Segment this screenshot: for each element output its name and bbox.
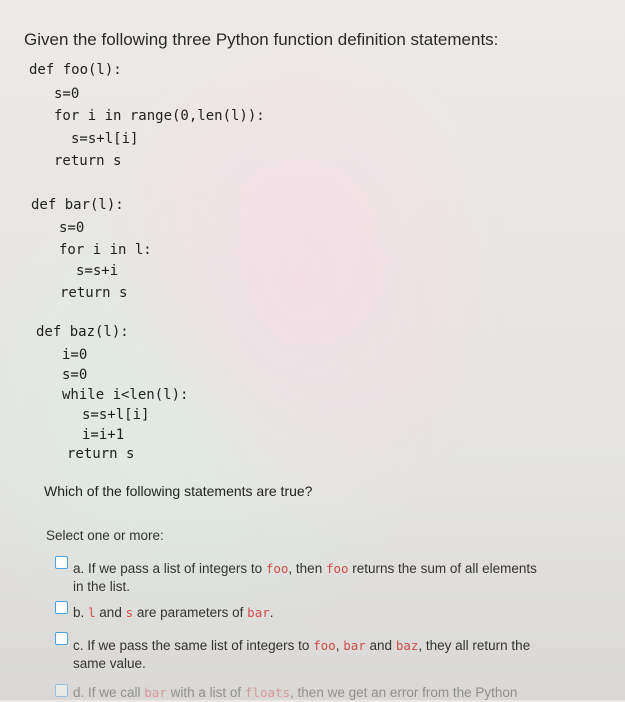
foo-line-2: s=0 <box>54 86 80 102</box>
option-b-l: l <box>88 605 96 620</box>
option-c-checkbox[interactable] <box>55 632 68 645</box>
option-d-prefix: d. If we call <box>73 685 145 700</box>
option-c[interactable] <box>73 637 613 673</box>
question-title: Given the following three Python function definition statements: <box>24 30 499 49</box>
select-prompt: Select one or more: <box>46 528 164 543</box>
option-a-suffix: returns the sum of all elements <box>348 561 537 576</box>
bar-line-5: return s <box>60 285 128 301</box>
option-d-floats: floats <box>244 685 291 700</box>
bar-def-line: def bar(l): <box>31 197 124 213</box>
option-d-suffix: , then we get an error from the Python <box>290 685 518 700</box>
foo-def-line: def foo(l): <box>29 62 122 78</box>
option-c-and: and <box>365 638 396 653</box>
baz-line-7: return s <box>67 446 135 462</box>
option-b-checkbox[interactable] <box>55 601 68 614</box>
option-a-line2: in the list. <box>73 579 131 594</box>
bar-line-2: s=0 <box>59 220 85 236</box>
baz-line-5: s=s+l[i] <box>82 407 150 423</box>
option-c-line2: same value. <box>73 656 146 671</box>
option-b-mid: and <box>95 605 126 620</box>
option-d-mid: with a list of <box>166 685 245 700</box>
option-a-foo-1: foo <box>265 561 289 576</box>
option-a-prefix: a. If we pass a list of integers to <box>73 561 266 576</box>
option-b-s: s <box>125 605 134 620</box>
option-a-foo-2: foo <box>325 561 349 576</box>
option-c-suffix: , they all return the <box>418 638 531 653</box>
bar-line-3: for i in l: <box>59 242 152 258</box>
foo-line-5: return s <box>54 153 122 169</box>
baz-line-4: while i<len(l): <box>62 387 189 403</box>
bar-line-4: s=s+i <box>76 263 119 279</box>
option-a-mid: , then <box>288 561 326 576</box>
baz-def-line: def baz(l): <box>36 324 129 340</box>
option-d[interactable] <box>73 684 517 702</box>
option-b-end: . <box>269 605 274 620</box>
option-a-checkbox[interactable] <box>55 556 68 569</box>
option-d-checkbox[interactable] <box>55 684 68 697</box>
baz-line-3: s=0 <box>62 367 88 383</box>
option-a[interactable] <box>73 560 613 596</box>
option-c-prefix: c. If we pass the same list of integers to <box>73 638 314 653</box>
option-c-bar: bar <box>343 638 366 653</box>
question-text: Which of the following statements are true? <box>44 483 313 499</box>
option-b-suffix: are parameters of <box>133 605 248 620</box>
foo-line-4: s=s+l[i] <box>71 131 139 147</box>
option-b-prefix: b. <box>73 605 89 620</box>
option-b-bar: bar <box>247 605 270 620</box>
option-c-comma: , <box>335 638 344 653</box>
baz-line-6: i=i+1 <box>82 427 125 443</box>
option-c-foo: foo <box>313 638 336 653</box>
option-d-bar: bar <box>144 685 167 700</box>
option-b[interactable] <box>73 604 274 622</box>
foo-line-3: for i in range(0,len(l)): <box>54 108 265 124</box>
baz-line-2: i=0 <box>62 347 88 363</box>
option-c-baz: baz <box>395 638 419 653</box>
